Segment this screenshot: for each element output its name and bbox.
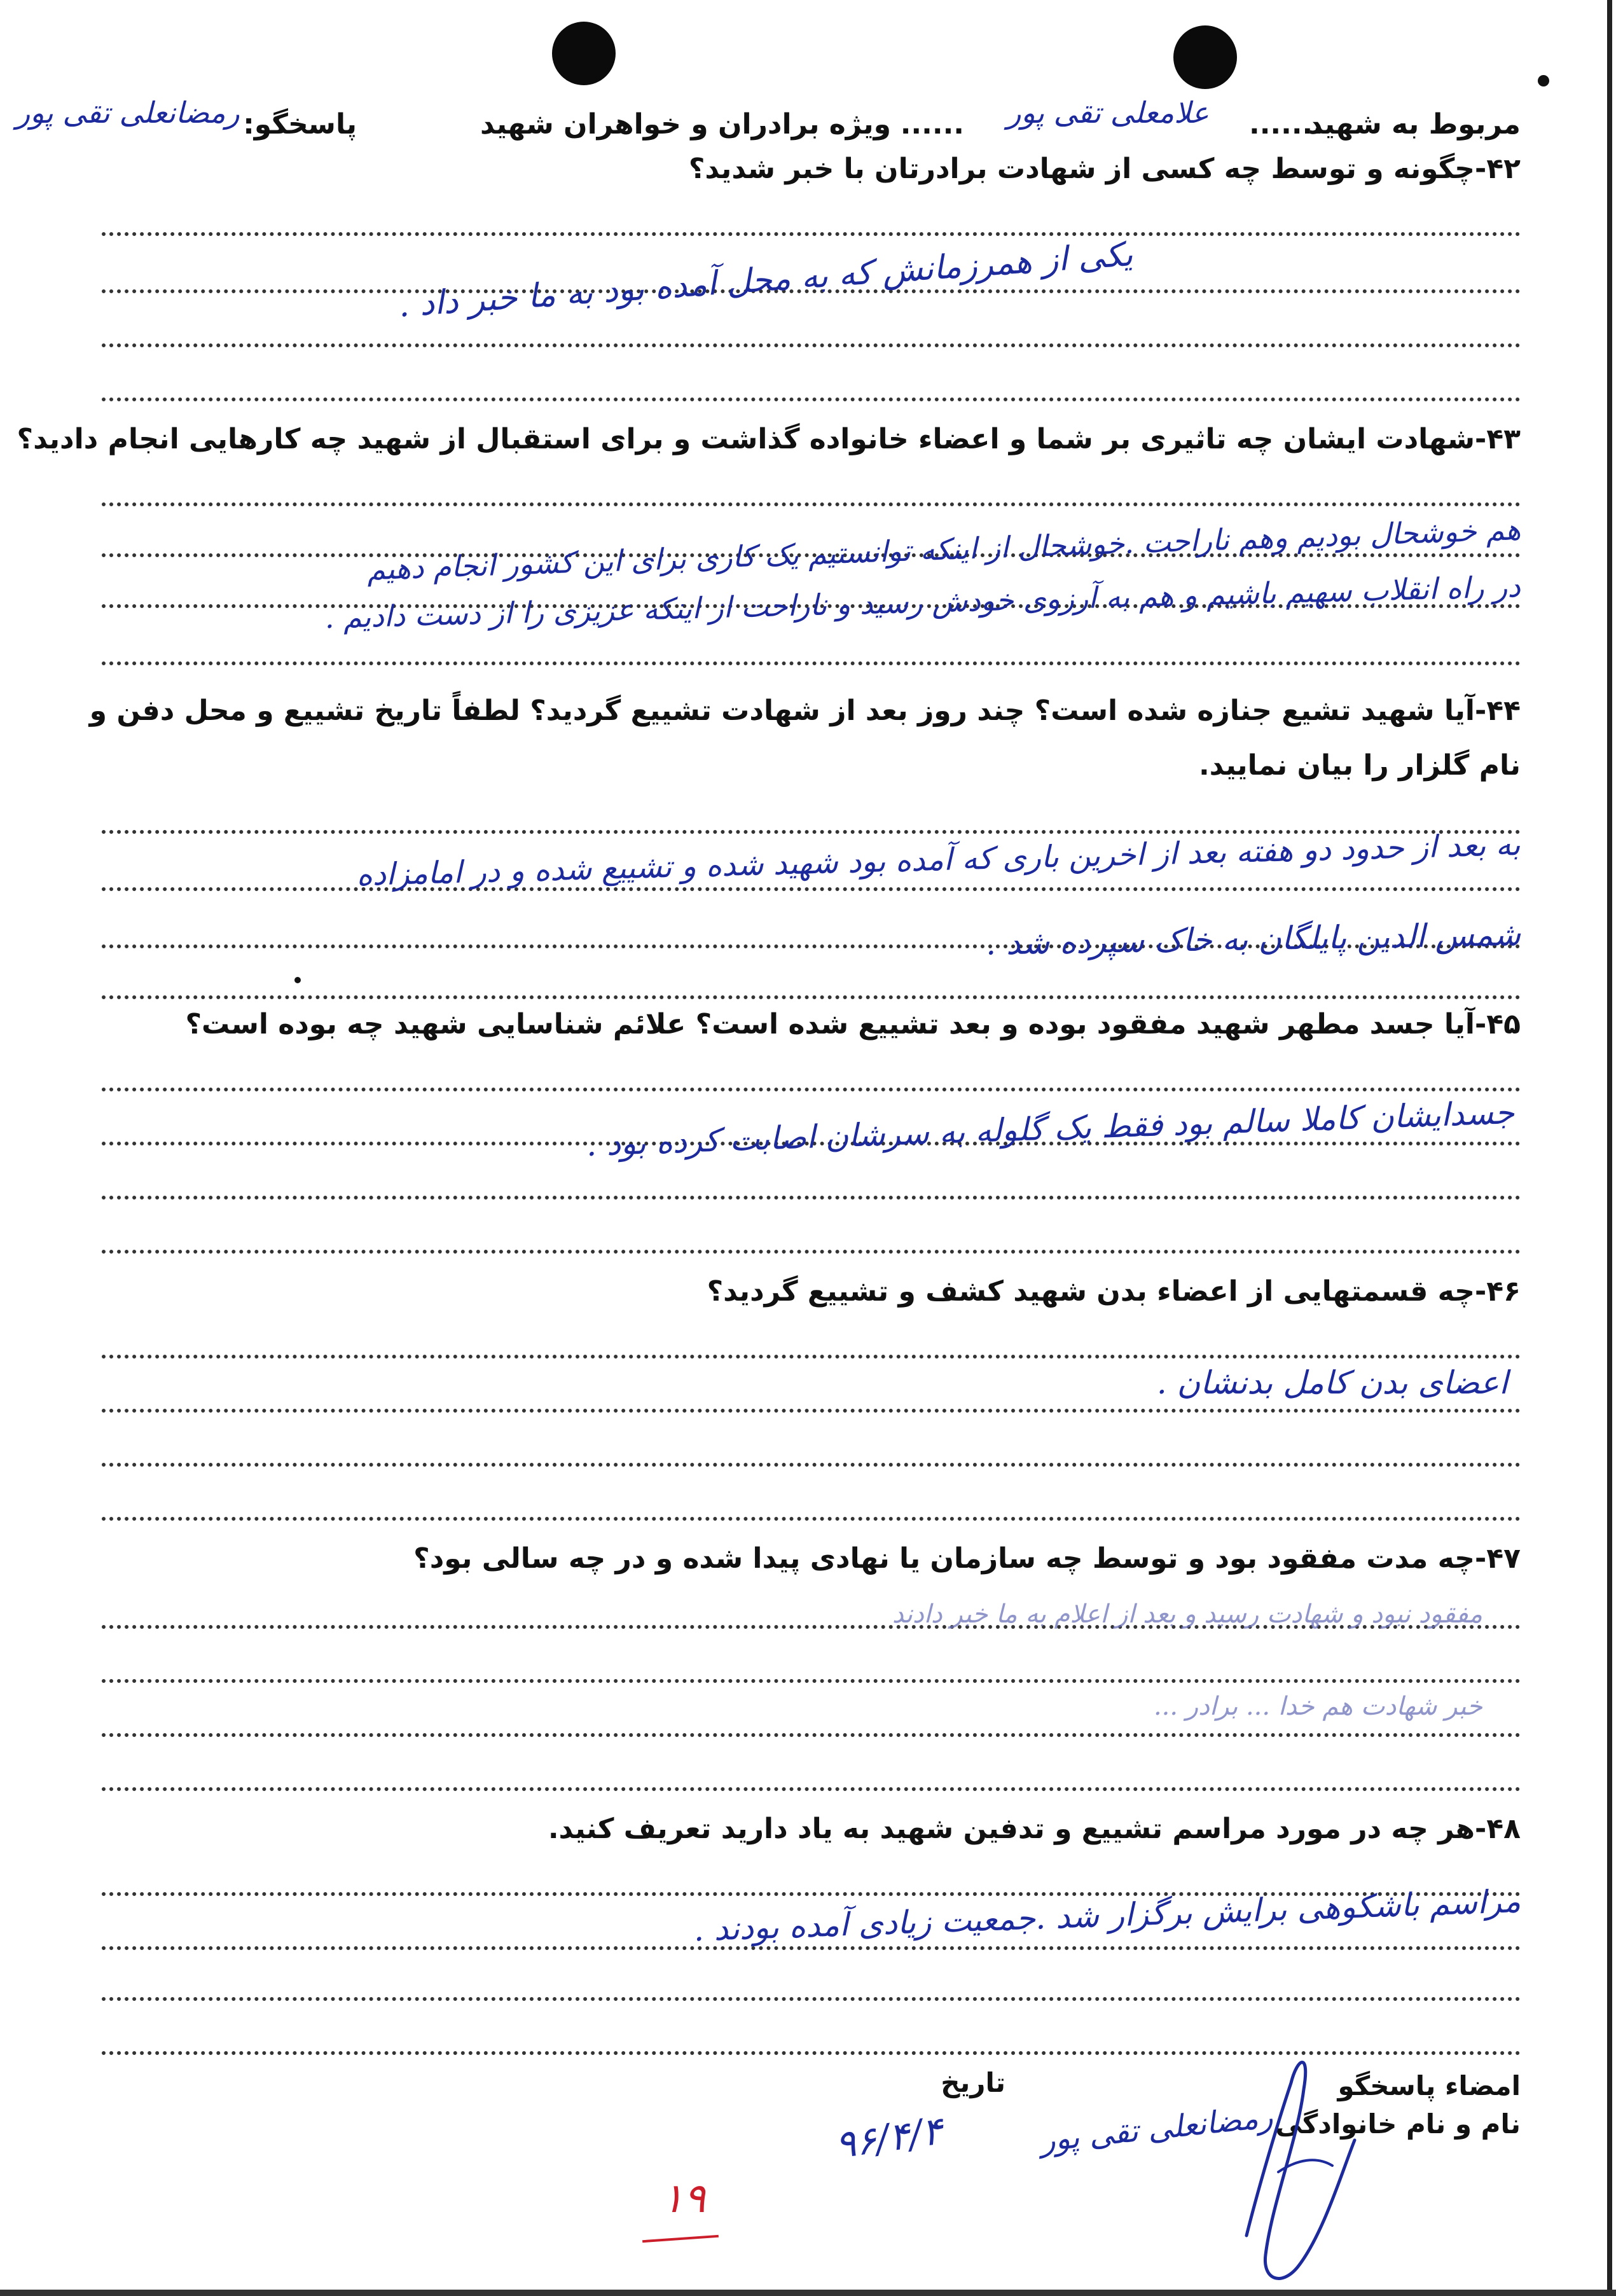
punch-hole-right — [1173, 25, 1237, 89]
answer-42-line-1: یکی از همرزمانش که به محل آمده بود به ما خبر داد . — [397, 235, 1135, 325]
answer-45-line-1: جسدایشان کاملا سالم بود فقط یک گلوله به سرشان اصابت کرده بود . — [585, 1094, 1516, 1163]
footer-signature-label: امضاء پاسخگو — [1337, 2070, 1521, 2101]
answer-44-line-2: شمس الدین پایلگان به خاک سپرده شد . — [985, 916, 1521, 962]
header-martyr-label: مربوط به شهید — [1308, 108, 1521, 141]
page-number-underline — [642, 2235, 719, 2243]
answer-43-line-1: هم خوشحال بودیم وهم ناراحت .خوشحال از اینکه توانستیم یک کاری برای این کشور انجام دهیم — [366, 512, 1521, 587]
question-48: ۴۸-هر چه در مورد مراسم تشییع و تدفین شهید به یاد دارید تعریف کنید. — [548, 1813, 1521, 1845]
question-44: ۴۴-آیا شهید تشیع جنازه شده است؟ چند روز بعد از شهادت تشییع گردید؟ لطفاً تاریخ تشییع و محل دفن و نام گلزار را بیان نمایید. — [89, 695, 1521, 782]
scan-mark-dot — [294, 977, 301, 983]
footer-date-label: تاریخ — [941, 2067, 1005, 2098]
handwritten-signature — [1221, 2045, 1374, 2293]
question-47: ۴۷-چه مدت مفقود بود و توسط چه سازمان یا نهادی پیدا شده و در چه سالی بود؟ — [413, 1542, 1521, 1575]
answer-47-line-1: مفقود نبود و شهادت رسید و بعد از اعلام به ما خبر دادند — [892, 1600, 1482, 1629]
answer-line — [102, 1196, 1521, 1200]
question-43: ۴۳-شهادت ایشان چه تاثیری بر شما و اعضاء خانواده گذاشت و برای استقبال از شهید چه کارهایی انجام دادید؟ — [17, 423, 1521, 455]
answer-line — [102, 661, 1521, 665]
answer-line — [102, 502, 1521, 506]
footer-name-label: نام و نام خانوادگی — [1275, 2108, 1521, 2140]
answer-line — [102, 1733, 1521, 1737]
answer-46-line-1: اعضای بدن کامل بدنشان . — [1156, 1364, 1508, 1401]
answer-line — [102, 1679, 1521, 1683]
header-respondent-name: رمضانعلی تقی پور — [16, 95, 240, 130]
header-martyr-dots: ....... — [1248, 108, 1323, 141]
footer-signer-name: رمضانعلی تقی پور — [1039, 2099, 1274, 2159]
scan-mark-dot — [1538, 75, 1549, 86]
answer-48-line-1: مراسم باشکوهی برایش برگزار شد .جمعیت زیادی آمده بودند . — [693, 1883, 1522, 1949]
answer-line — [102, 887, 1521, 891]
punch-hole-left — [552, 22, 616, 85]
answer-line — [102, 1355, 1521, 1359]
question-46: ۴۶-چه قسمتهایی از اعضاء بدن شهید کشف و تشییع گردید؟ — [707, 1275, 1521, 1308]
scan-border-right — [1607, 0, 1612, 2296]
answer-43-line-2: در راه انقلاب سهیم باشیم و هم به آرزوی خودش رسید و ناراحت از اینکه عزیزی را از دست دادیم . — [324, 569, 1521, 635]
answer-44-line-1: به بعد از حدود دو هفته بعد از اخرین باری که آمده بود شهید شده و تشییع شده و در امامزاده — [356, 827, 1521, 893]
page-number-text: ۱۹ — [661, 2175, 706, 2222]
question-42: ۴۲-چگونه و توسط چه کسی از شهادت برادرتان با خبر شدید؟ — [688, 153, 1521, 185]
page-number — [636, 2175, 731, 2245]
header-respondent-label: پاسخگو: — [243, 108, 357, 141]
header-martyr-name: علامعلی تقی پور — [1007, 95, 1209, 130]
answer-line — [102, 1088, 1521, 1091]
answer-line — [102, 995, 1521, 999]
answer-line — [102, 1517, 1521, 1521]
answer-line — [102, 1250, 1521, 1254]
answer-line — [102, 1997, 1521, 2001]
answer-line — [102, 343, 1521, 347]
question-45: ۴۵-آیا جسد مطهر شهید مفقود بوده و بعد تشییع شده است؟ علائم شناسایی شهید چه بوده است؟ — [185, 1008, 1521, 1041]
answer-47-line-2: خبر شهادت هم خدا ... برادر ... — [1153, 1692, 1482, 1721]
answer-line — [102, 1463, 1521, 1467]
answer-line — [102, 398, 1521, 401]
answer-line — [102, 1787, 1521, 1791]
footer-date-value: ۹۶/۴/۴ — [832, 2108, 945, 2168]
answer-line — [102, 232, 1521, 236]
answer-line — [102, 1946, 1521, 1950]
header-martyr-dots-after: ...... — [900, 108, 964, 141]
header-form-title: ویژه برادران و خواهران شهید — [480, 108, 891, 141]
answer-line — [102, 1409, 1521, 1413]
